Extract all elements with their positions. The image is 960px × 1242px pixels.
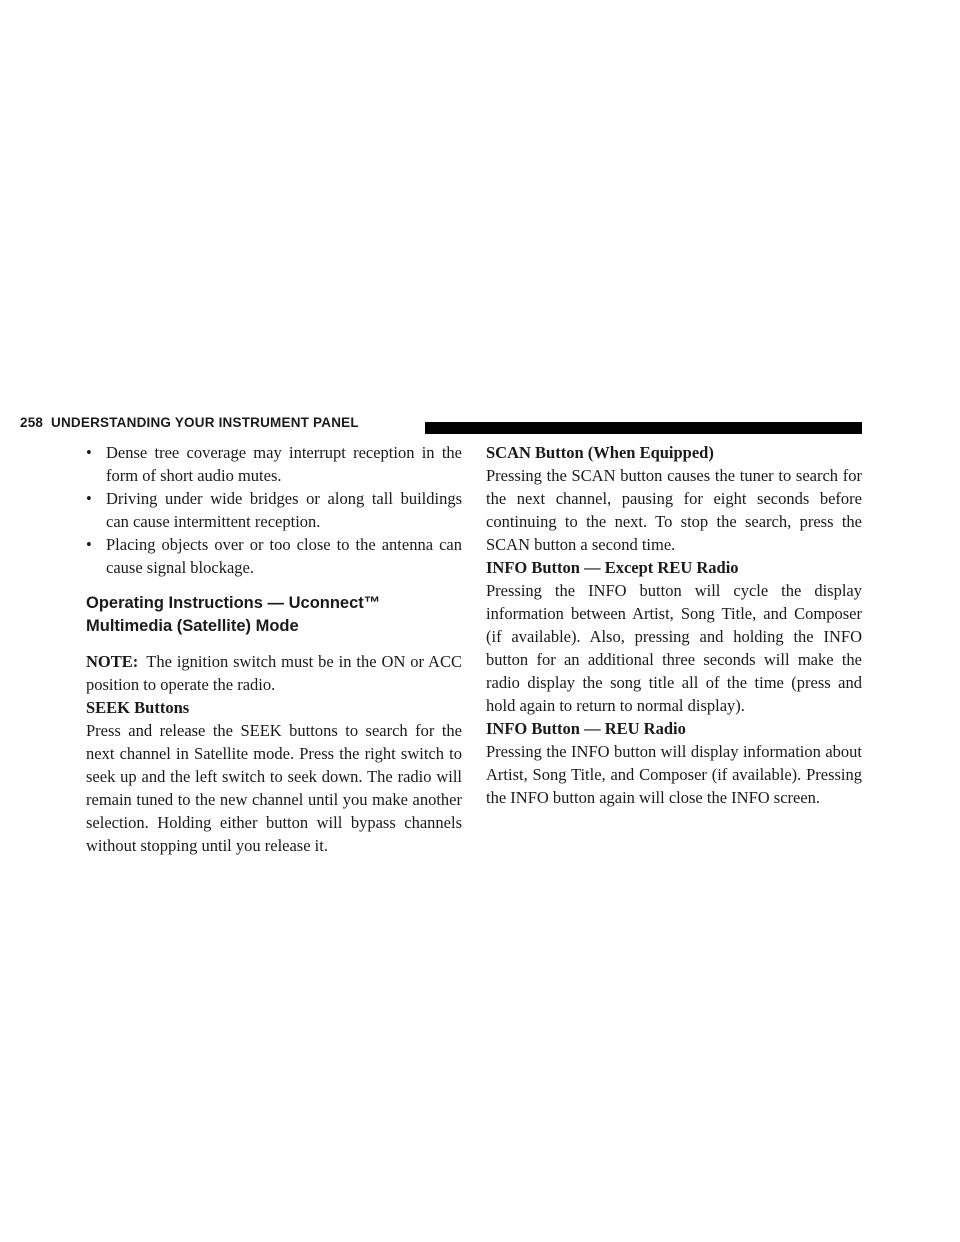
bullet-text: Dense tree coverage may interrupt reception in the form of short audio mutes.	[106, 443, 462, 485]
info-reu-heading: INFO Button — REU Radio	[486, 719, 686, 738]
left-column	[86, 441, 462, 857]
bullet-dot: •	[86, 443, 92, 462]
header-title: UNDERSTANDING YOUR INSTRUMENT PANEL	[51, 415, 359, 430]
page-number: 258	[20, 415, 44, 430]
bullet-item	[86, 487, 462, 533]
right-column	[486, 441, 862, 809]
note-text: The ignition switch must be in the ON or ACC position to operate the radio.	[86, 652, 462, 694]
bullet-item	[86, 533, 462, 579]
bullet-text: Placing objects over or too close to the antenna can cause signal blockage.	[106, 535, 462, 577]
bullet-item	[86, 441, 462, 487]
section-heading: Operating Instructions — Uconnect™ Multimedia (Satellite) Mode	[86, 594, 381, 635]
seek-paragraph: Press and release the SEEK buttons to search for the next channel in Satellite mode. Press the right switch to seek up and the left switch to seek down. The radio will remain tuned to the new channel until you make another selection. Holding either button will bypass channels without stopping until you release it.	[86, 721, 462, 855]
note-paragraph	[86, 650, 462, 696]
info-reu-paragraph: Pressing the INFO button will display information about Artist, Song Title, and Composer (if available). Pressing the INFO button again will close the INFO screen.	[486, 742, 862, 807]
bullet-dot: •	[86, 489, 92, 508]
header-text	[20, 415, 359, 430]
info-except-reu-heading: INFO Button — Except REU Radio	[486, 558, 739, 577]
scan-heading: SCAN Button (When Equipped)	[486, 443, 714, 462]
seek-heading: SEEK Buttons	[86, 698, 190, 717]
note-label: NOTE:	[86, 652, 139, 671]
scan-paragraph: Pressing the SCAN button causes the tuner to search for the next channel, pausing for eight seconds before continuing to the next. To stop the search, press the SCAN button a second time.	[486, 466, 862, 554]
page-header	[20, 412, 862, 434]
bullet-dot: •	[86, 535, 92, 554]
bullet-text: Driving under wide bridges or along tall buildings can cause intermittent reception.	[106, 489, 462, 531]
header-rule	[425, 422, 862, 434]
info-except-reu-paragraph: Pressing the INFO button will cycle the display information between Artist, Song Title, and Composer (if available). Also, pressing and holding the INFO button for an additional three seconds will make the radio display the song title all of the time (press and hold again to return to normal display).	[486, 581, 862, 715]
